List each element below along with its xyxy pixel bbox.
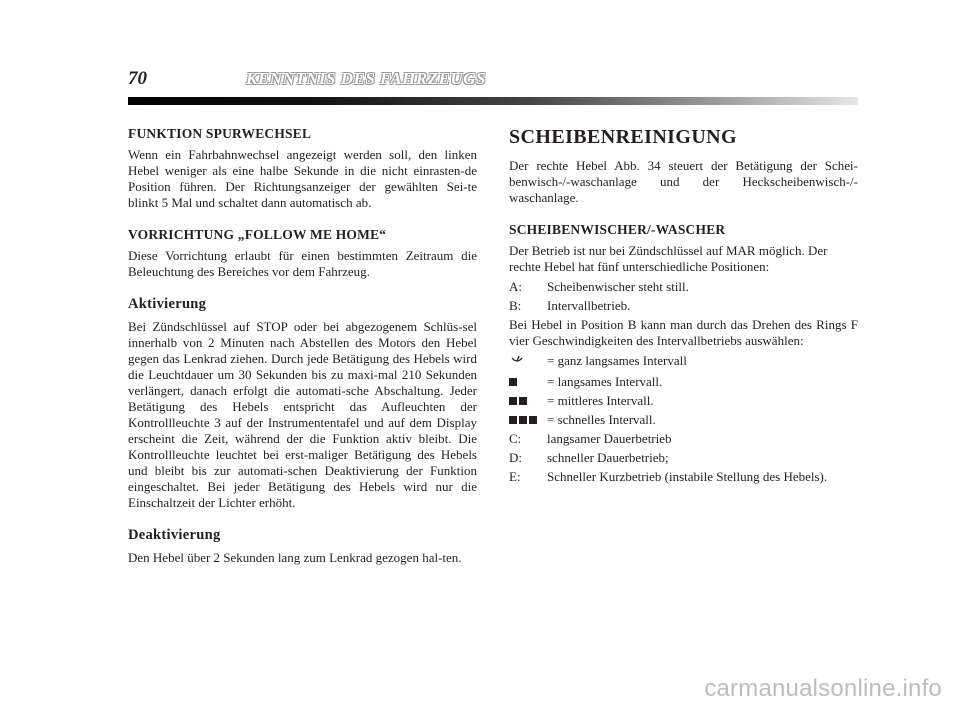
position-text: Schneller Kurzbetrieb (instabile Stellung des Hebels).	[547, 469, 828, 484]
list-item	[509, 431, 858, 447]
paragraph-lane-change: Wenn ein Fahrbahnwechsel angezeigt werden soll, den linken Hebel weniger als eine halbe Sekunde in die nicht einrasten-de Position führen. Der Richtungsanzeiger der gewählten Sei-te blinkt 5 Mal und schaltet dann automatisch ab.	[128, 147, 477, 210]
list-item	[509, 450, 858, 466]
header-rule	[128, 97, 858, 105]
position-text: Intervallbetrieb.	[547, 298, 631, 313]
paragraph-interval-select: Bei Hebel in Position B kann man durch das Drehen des Rings F vier Geschwindigkeiten des Intervallbetriebs auswählen:	[509, 317, 858, 348]
paragraph-deactivation: Den Hebel über 2 Sekunden lang zum Lenkrad gezogen hal-ten.	[128, 550, 462, 565]
speeds-list	[509, 353, 858, 485]
heading-lane-change: FUNKTION SPURWECHSEL	[128, 126, 312, 141]
paragraph-activation: Bei Zündschlüssel auf STOP oder bei abgezogenem Schlüs-sel innerhalb von 2 Minuten nach Abstellen des Motors den Hebel gegen das Lenkrad ziehen. Durch jede Betätigung des Hebels wird die Leuchtdauer um 30 Sekunden bis zu maxi-mal 210 Sekunden verlängert, danach erfolgt die automati-sche Abschaltung. Jeder Betätigung des Hebels entspricht das Aufleuchten der Kontrollleuchte 3 auf der Instrumententafel und auf dem Display erscheint die Zeit, während der die Funktion aktiv bleibt. Die Kontrollleuchte leuchtet bei erst-maliger Betätigung des Hebels und bleibt bis zur automati-schen Deaktivierung der Funktion eingeschaltet. Bei jeder Betätigung des Hebels wird nur die Einschaltzeit der Lichter erhöht.	[128, 319, 477, 510]
heading-wiper-washer: SCHEIBENWISCHER/-WASCHER	[509, 222, 726, 237]
list-item	[509, 374, 858, 390]
position-key: E:	[509, 469, 521, 484]
paragraph-windscreen-cleaning: Der rechte Hebel Abb. 34 steuert der Betätigung der Schei-benwisch-/-waschanlage und der Heckscheibenwisch-/-waschanlage.	[509, 158, 858, 205]
list-item	[509, 393, 858, 409]
speed-text: = mittleres Intervall.	[547, 393, 654, 408]
running-title: KENNTNIS DES FAHRZEUGS	[246, 69, 486, 88]
three-squares-icon	[509, 412, 537, 428]
list-item	[509, 469, 858, 485]
page-header	[128, 68, 858, 108]
position-key: B:	[509, 298, 522, 313]
speed-text: = ganz langsames Intervall	[547, 353, 687, 368]
heading-follow-me-home: VORRICHTUNG „FOLLOW ME HOME“	[128, 227, 387, 242]
speed-text: = langsames Intervall.	[547, 374, 663, 389]
list-item	[509, 298, 858, 314]
list-item	[509, 353, 858, 371]
right-column	[509, 125, 858, 488]
position-text: Scheibenwischer steht still.	[547, 279, 689, 294]
positions-list	[509, 279, 858, 314]
heading-windscreen-cleaning: SCHEIBENREINIGUNG	[509, 126, 737, 148]
list-item	[509, 279, 858, 295]
one-square-icon	[509, 374, 517, 390]
position-key: D:	[509, 450, 522, 465]
position-key: C:	[509, 431, 522, 446]
position-text: schneller Dauerbetrieb;	[547, 450, 669, 465]
position-text: langsamer Dauerbetrieb	[547, 431, 672, 446]
list-item	[509, 412, 858, 428]
position-key: A:	[509, 279, 522, 294]
heading-deactivation: Deaktivierung	[128, 527, 221, 543]
two-squares-icon	[509, 393, 527, 409]
watermark: carmanualsonline.info	[704, 675, 942, 702]
heading-activation: Aktivierung	[128, 296, 207, 312]
left-column	[128, 125, 477, 566]
wiper-icon	[509, 353, 523, 369]
paragraph-wiper-operation: Der Betrieb ist nur bei Zündschlüssel auf MAR möglich. Der rechte Hebel hat fünf unterschiedliche Positionen:	[509, 243, 828, 274]
paragraph-follow-me-home: Diese Vorrichtung erlaubt für einen bestimmten Zeitraum die Beleuchtung des Bereiches vor dem Fahrzeug.	[128, 248, 477, 279]
speed-text: = schnelles Intervall.	[547, 412, 656, 427]
page-number: 70	[128, 68, 147, 89]
